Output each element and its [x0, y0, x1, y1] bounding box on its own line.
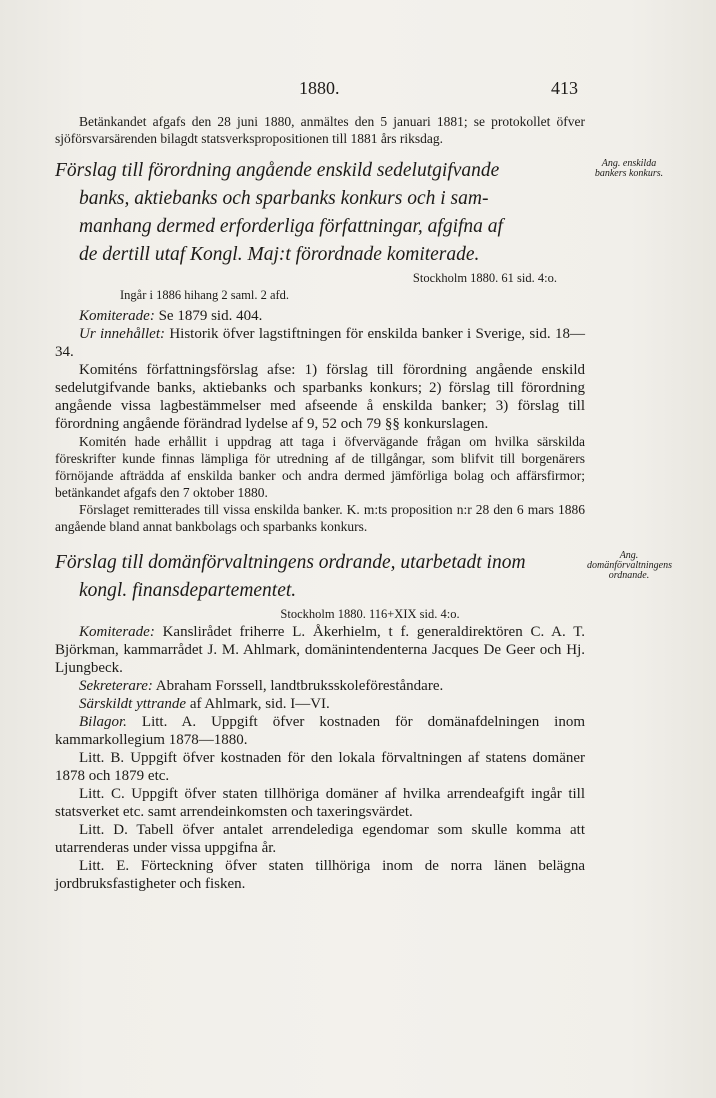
section-1-title-line: de dertill utaf Kongl. Maj:t förordnade komiterade. — [79, 244, 480, 265]
bilaga-item — [55, 857, 585, 893]
innehallet-text: Historik öfver lagstiftningen för enskilda banker i Sverige, sid. 18—34. — [55, 326, 585, 360]
bilaga-item — [55, 785, 585, 821]
section-2-sekreterare — [55, 677, 585, 695]
innehallet-label: Ur innehållet: — [79, 326, 165, 342]
komiterade-label: Komiterade: — [79, 624, 155, 640]
bilaga-text: Uppgift öfver kostnaden för domänafdelningen inom kammarkollegium 1878—1880. — [55, 714, 586, 748]
page-year: 1880. — [299, 78, 340, 98]
section-1-note: Ingår i 1886 hihang 2 saml. 2 afd. — [120, 288, 290, 302]
section-1-title-line: banks, aktiebanks och sparbanks konkurs och i sam- — [79, 188, 489, 209]
section-1-innehallet — [55, 325, 585, 361]
section-2-title — [55, 549, 585, 605]
margin-note-1: Ang. enskilda bankers konkurs. — [594, 158, 664, 179]
bilaga-text: Förteckning öfver staten tillhöriga inom de norra länen belägna jordbruksfastigheter och fisken. — [55, 858, 585, 892]
section-1-paragraph: Komitén hade erhållit i uppdrag att taga i öfvervägande frågan om hvilka särskilda föreskrifter kunde finnas lämpliga för utredning af de tillgångar, som blifvit till borgenärers förnöjande afträdda af enskilda banker och andra dermed jämförliga bolag och affärsfirmor; betänkandet afgafs den 7 oktober 1880. — [55, 434, 585, 500]
bilaga-item — [55, 749, 585, 785]
komiterade-text: Kanslirådet friherre L. Åkerhielm, t f. generaldirektören C. A. T. Björkman, kammarrådet J. M. Ahlmark, domänintendenterna Jacques De Geer och Hj. Ljungbeck. — [55, 624, 586, 676]
bilaga-item — [55, 821, 585, 857]
bilaga-text: Uppgift öfver kostnaden för den lokala förvaltningen af statens domäner 1878 och 1879 etc. — [55, 750, 585, 784]
section-2-sarskildt — [55, 695, 585, 713]
page-body — [55, 113, 672, 893]
bilaga-text: Tabell öfver antalet arrendelediga egendomar som skulle komma att utarrenderas under vissa uppgifna år. — [55, 822, 585, 856]
section-2-title-line: kongl. finansdepartementet. — [79, 580, 297, 601]
komiterade-text: Se 1879 sid. 404. — [158, 308, 263, 324]
bilagor-label: Bilagor. — [79, 714, 127, 730]
section-2-title-line: Förslag till domänförvaltningens ordrande, utarbetadt inom — [55, 552, 526, 573]
page-number: 413 — [551, 78, 578, 98]
section-1-title — [55, 157, 585, 269]
bilaga-id: Litt. E. — [79, 858, 130, 874]
section-1-paragraph: Förslaget remitterades till vissa enskilda banker. K. m:ts proposition n:r 28 den 6 mars 1886 angående bland annat bankbolags och sparbanks konkurs. — [55, 502, 585, 534]
section-1-title-line: manhang dermed erforderliga författningar, afgifna af — [79, 216, 503, 237]
sarskildt-text: af Ahlmark, sid. I—VI. — [189, 696, 330, 712]
sarskildt-label: Särskildt yttrande — [79, 696, 187, 712]
page-header — [55, 78, 578, 102]
bilaga-text: Uppgift öfver staten tillhöriga domäner af hvilka arrendeafgift ingår till statsverket etc. samt arrendeinkomsten och taxeringsvärdet. — [55, 786, 585, 820]
bilaga-id: Litt. A. — [141, 714, 197, 730]
margin-note-2: Ang. domänförvaltningens ordnande. — [587, 550, 672, 581]
section-2 — [55, 549, 672, 893]
bilaga-id: Litt. D. — [79, 822, 128, 838]
sekreterare-text: Abraham Forssell, landtbruksskoleföreståndare. — [155, 678, 444, 694]
komiterade-label: Komiterade: — [79, 308, 155, 324]
bilaga-id: Litt. B. — [79, 750, 125, 766]
bilaga-item — [55, 713, 585, 749]
bilaga-id: Litt. C. — [79, 786, 125, 802]
section-1-imprint: Stockholm 1880. 61 sid. 4:o. — [412, 271, 557, 285]
intro-paragraph: Betänkandet afgafs den 28 juni 1880, anmältes den 5 januari 1881; se protokollet öfver sjöförsvarsärenden bilagdt statsverkspropositionen till 1881 års riksdag. — [55, 114, 585, 146]
section-1-komiterade — [55, 307, 585, 325]
section-1 — [55, 157, 664, 535]
section-2-imprint: Stockholm 1880. 116+XIX sid. 4:o. — [280, 607, 460, 621]
sekreterare-label: Sekreterare: — [79, 678, 153, 694]
section-1-title-line: Förslag till förordning angående enskild sedelutgifvande — [55, 160, 500, 181]
section-1-paragraph: Komiténs författningsförslag afse: 1) förslag till förordning angående enskild sedelutgifvande banks, aktiebanks och sparbanks konkurs; 2) förslag till förordning angående vissa lagbestämmelser med afseende å enskilda banker; 3) förslag till förordning angående förändrad lydelse af 9, 52 och 79 §§ konkurslagen. — [55, 362, 585, 432]
section-2-komiterade — [55, 623, 585, 677]
